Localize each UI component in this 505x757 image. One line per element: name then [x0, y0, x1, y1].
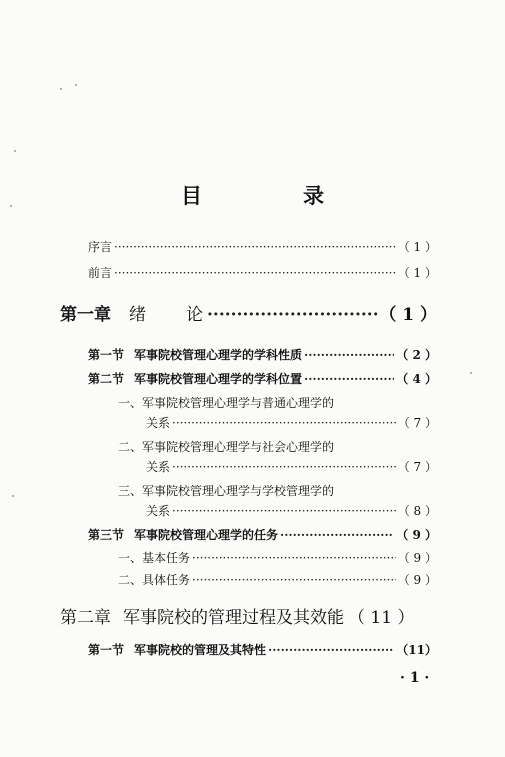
page-number: （ 2 ）	[396, 348, 437, 362]
entry-label: 序言	[88, 240, 113, 254]
page-number: （ 7 ）	[397, 460, 437, 474]
entry-label: 军事院校管理心理学的任务	[134, 528, 279, 542]
toc-entry-ch1-sec1[interactable]	[88, 346, 437, 363]
toc-entry-ch1-sec2-item2[interactable]	[118, 438, 437, 455]
toc-entry-ch1-sec2-item3[interactable]	[118, 482, 437, 499]
toc-entry-ch1-sec2-item2-cont[interactable]	[146, 458, 437, 475]
toc-entry-ch1-sec2[interactable]	[88, 370, 437, 387]
item-number: 二、	[118, 440, 143, 454]
entry-label: 前言	[88, 266, 113, 280]
toc-entry-chapter-1[interactable]	[60, 300, 437, 325]
page-number: （ 1 ）	[379, 305, 437, 325]
entry-label: 军事院校的管理过程及其效能	[123, 608, 344, 628]
entry-label: 军事院校管理心理学的学科位置	[134, 372, 303, 386]
dot-leader	[192, 573, 396, 587]
toc-entry-ch1-sec3[interactable]	[88, 526, 437, 543]
dot-leader	[280, 528, 394, 542]
section-number: 第一节	[88, 643, 125, 657]
dot-leader	[207, 305, 377, 325]
item-number: 一、	[118, 551, 143, 565]
page-number: （ 11 ）	[348, 608, 415, 628]
entry-label: 军事院校的管理及其特性	[134, 643, 267, 657]
page-title: 目 录	[181, 183, 364, 208]
page-number: （11）	[396, 643, 437, 657]
toc-entry-ch2-sec1[interactable]	[88, 641, 437, 658]
page-number: （ 1 ）	[397, 266, 437, 280]
entry-label-continued: 关系	[146, 504, 171, 518]
page-number: （ 8 ）	[397, 504, 437, 518]
item-number: 三、	[118, 484, 143, 498]
toc-entry-ch1-sec3-item2[interactable]	[118, 571, 437, 588]
toc-entry-ch1-sec3-item1[interactable]	[118, 549, 437, 566]
scan-speck	[14, 150, 16, 152]
dot-leader	[268, 643, 394, 657]
entry-label: 军事院校管理心理学与社会心理学的	[142, 440, 335, 454]
dot-leader	[172, 504, 396, 518]
scan-speck	[470, 372, 472, 374]
entry-label: 军事院校管理心理学的学科性质	[134, 348, 303, 362]
dot-leader	[172, 416, 396, 430]
scan-speck	[12, 495, 14, 497]
dot-leader	[304, 372, 394, 386]
toc-entry-foreword[interactable]	[88, 264, 437, 281]
page-number: （ 1 ）	[397, 240, 437, 254]
chapter-number: 第一章	[60, 305, 111, 325]
dot-leader	[192, 551, 396, 565]
dot-leader	[114, 266, 396, 280]
chapter-number: 第二章	[60, 608, 111, 628]
scan-speck	[75, 84, 77, 86]
entry-label: 军事院校管理心理学与学校管理学的	[142, 484, 335, 498]
page-footer-number: · 1 ·	[400, 670, 430, 686]
entry-label: 军事院校管理心理学与普通心理学的	[142, 396, 335, 410]
toc-entry-ch1-sec2-item1[interactable]	[118, 394, 437, 411]
dot-leader	[172, 460, 396, 474]
section-number: 第一节	[88, 348, 125, 362]
dot-leader	[114, 240, 396, 254]
entry-label-continued: 关系	[146, 460, 171, 474]
entry-label-continued: 关系	[146, 416, 171, 430]
entry-label: 基本任务	[142, 551, 191, 565]
scan-speck	[60, 88, 62, 90]
entry-label: 绪 论	[129, 305, 205, 325]
section-number: 第二节	[88, 372, 125, 386]
dot-leader	[304, 348, 394, 362]
toc-entry-chapter-2[interactable]	[60, 603, 437, 628]
toc-entry-preface[interactable]	[88, 238, 437, 255]
toc-entry-ch1-sec2-item3-cont[interactable]	[146, 502, 437, 519]
page-number: （ 4 ）	[396, 372, 437, 386]
entry-label: 具体任务	[142, 573, 191, 587]
section-number: 第三节	[88, 528, 125, 542]
page-number: （ 7 ）	[397, 416, 437, 430]
page-number: （ 9 ）	[397, 573, 437, 587]
page-number: （ 9 ）	[396, 528, 437, 542]
item-number: 一、	[118, 396, 143, 410]
toc-entry-ch1-sec2-item1-cont[interactable]	[146, 414, 437, 431]
scan-speck	[10, 205, 12, 207]
item-number: 二、	[118, 573, 143, 587]
page-number: （ 9 ）	[397, 551, 437, 565]
